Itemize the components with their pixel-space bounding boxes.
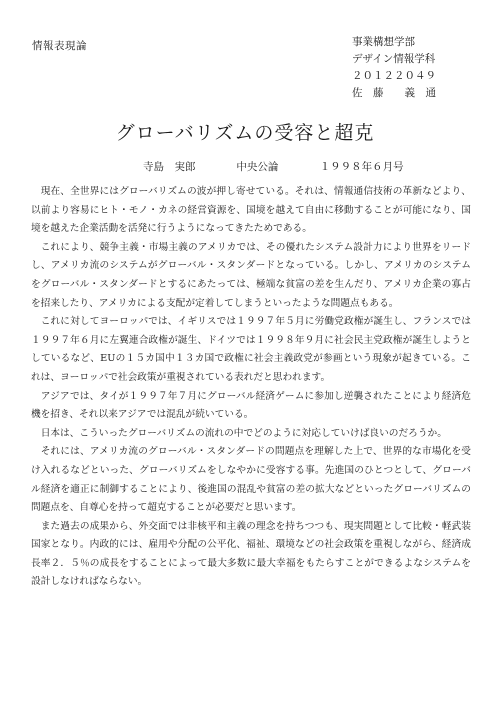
author-name: 寺島 実郎 [143,161,196,173]
magazine-name: 中央公論 [236,161,279,173]
paragraph: また過去の成果から、外交面では非核平和主義の理念を持ちつつも、現実問題として比較・軽武装国家となり。内政的には、雇用や分配の公平化、福祉、環境などの社会政策を重視しながら、経済成長率２．５％の成長をすることによって最大多数に最大幸福をもたらすことができるよなシステムを設計しなければならない。 [31,520,471,588]
course-name: 情報表現論 [32,40,87,52]
paragraph: アジアでは、タイが１９９７年７月にグローバル経済ゲームに参加し逆襲されたことにより経済危機を招き、それ以来アジアでは混乱が続いている。 [31,390,471,421]
paragraph: それには、アメリカ流のグローバル・スタンダードの問題点を理解した上で、世界的な市場化を受け入れるなどといった、グローバリズムをしなやかに受容する事。先進国のひとつとして、グローバル経済を適正に制御することにより、後進国の混乱や貧富の差の拡大などといったグローバリズムの問題点を、自尊心を持って超克することが必要だと思います。 [31,446,471,514]
paragraph: 現在、全世界にはグローバリズムの波が押し寄せている。それは、情報通信技術の革新などより、以前より容易にヒト・モノ・カネの経営資源を、国境を越えて自由に移動することが可能になり、国境を越えた企業活動を活発に行うようになってきたためである。 [31,186,471,235]
student-info [352,34,472,102]
report-title: グローバリズムの受容と超克 [115,122,375,144]
paragraph: これにより、競争主義・市場主義のアメリカでは、その優れたシステム設計力により世界をリードし、アメリカ流のシステムがグローバル・スタンダードとなっている。しかし、アメリカのシステムをグローバル・スタンダードとするにあたっては、極端な貧富の差を生んだり、アメリカ企業の寡占を招来したり、アメリカによる支配が定着してしまうといったような問題点もある。 [31,241,471,309]
major: デザイン情報学科 [352,53,436,65]
paragraph: 日本は、こういったグローバリズムの流れの中でどのように対応していけば良いのだろうか。 [40,427,447,439]
department: 事業構想学部 [352,36,415,48]
report-body [31,183,471,592]
student-id: ２０１２２０４９ [352,70,436,82]
byline [143,159,443,174]
publication-date: １９９８年６月号 [319,161,404,173]
student-name: 佐 藤 義 通 [352,87,436,99]
paragraph: これに対してヨーロッパでは、イギリスでは１９９７年５月に労働党政権が誕生し、フランスでは１９９７年６月に左翼連合政権が誕生、ドイツでは１９９８年９月に社会民主党政権が誕生しようとしているなど、EUの１５カ国中１３カ国で政権に社会主義政党が参画という現象が起きている。これは、ヨーロッパで社会政策が重視されている表れだと思われます。 [31,316,471,383]
